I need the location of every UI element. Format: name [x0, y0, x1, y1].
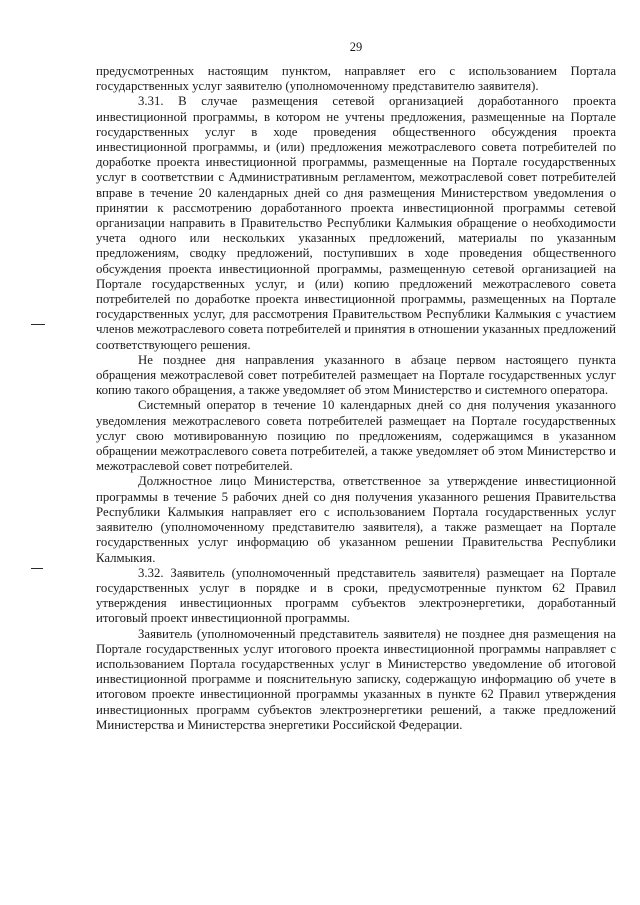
page-number: 29	[349, 40, 363, 54]
paragraph-final-notice: Заявитель (уполномоченный представитель заявителя) не позднее дня размещения на Портале государственных услуг итогового проекта инвестиционной программы направляет с использованием Портала государственных услуг в Министерство уведомление об итоговой инвестиционной программе и пояснительную записку, содержащую информацию об учете в итоговом проекте инвестиционной программы указанных в пункте 62 Правил утверждения инвестиционных программ субъектов электроэнергетики решений, а также предложений Министерства и Министерства энергетики Российской Федерации.	[96, 626, 616, 732]
paragraph-continuation: предусмотренных настоящим пунктом, направляет его с использованием Портала государственных услуг заявителю (уполномоченному представителю заявителя).	[96, 64, 616, 94]
paragraph-3-31: 3.31. В случае размещения сетевой организацией доработанного проекта инвестиционной программы, в котором не учтены предложения, размещенные на Портале государственных услуг в ходе проведения общественного обсуждения проекта инвестиционной программы, и (или) предложения межотраслевого совета потребителей по доработке проекта инвестиционной программы, размещенные на Портале государственных услуг в соответствии с Административным регламентом, межотраслевой совет потребителей вправе в течение 20 календарных дней со дня размещения Министерством уведомления о принятии к рассмотрению доработанного проекта инвестиционной программы сетевой организации направить в Правительство Республики Калмыкия обращение о необходимости учета одного или нескольких указанных предложений, материалы по указанным предложениям, сводку предложений, поступивших в ходе проведения общественного обсуждения проекта инвестиционной программы, размещенную сетевой организацией на Портале государственных услуг, и (или) копию предложений межотраслевого совета потребителей по доработке проекта инвестиционной программы, размещенных на Портале государственных услуг, для рассмотрения Правительством Республики Калмыкия с участием членов межотраслевого совета потребителей и принятия в отношении указанных предложений соответствующего решения.	[96, 94, 616, 352]
paragraph-3-32: 3.32. Заявитель (уполномоченный представитель заявителя) размещает на Портале государственных услуг в порядке и в сроки, предусмотренные пунктом 62 Правил утверждения инвестиционных программ субъектов электроэнергетики, доработанный итоговый проект инвестиционной программы.	[96, 565, 616, 626]
paragraph-system-operator: Системный оператор в течение 10 календарных дней со дня получения указанного уведомления межотраслевого совета потребителей размещает на Портале государственных услуг свою мотивированную позицию по предложениям, содержащимся в указанном обращении межотраслевого совета потребителей, а также уведомляет об этом Министерство и межотраслевой совет потребителей.	[96, 398, 616, 474]
document-body	[96, 64, 616, 733]
margin-dash-mark	[31, 324, 45, 325]
paragraph-official-decision: Должностное лицо Министерства, ответственное за утверждение инвестиционной программы в течение 5 рабочих дней со дня получения указанного решения Правительства Республики Калмыкия направляет его с использованием Портала государственных услуг заявителю (уполномоченному представителю заявителя), а также размещает на Портале государственных услуг информацию об указанном решении Правительства Республики Калмыкия.	[96, 474, 616, 565]
margin-dash-mark	[31, 568, 43, 569]
paragraph-appeal-publication: Не позднее дня направления указанного в абзаце первом настоящего пункта обращения межотраслевой совет потребителей размещает на Портале государственных услуг копию такого обращения, а также уведомляет об этом Министерство и системного оператора.	[96, 352, 616, 398]
document-page	[96, 0, 616, 905]
